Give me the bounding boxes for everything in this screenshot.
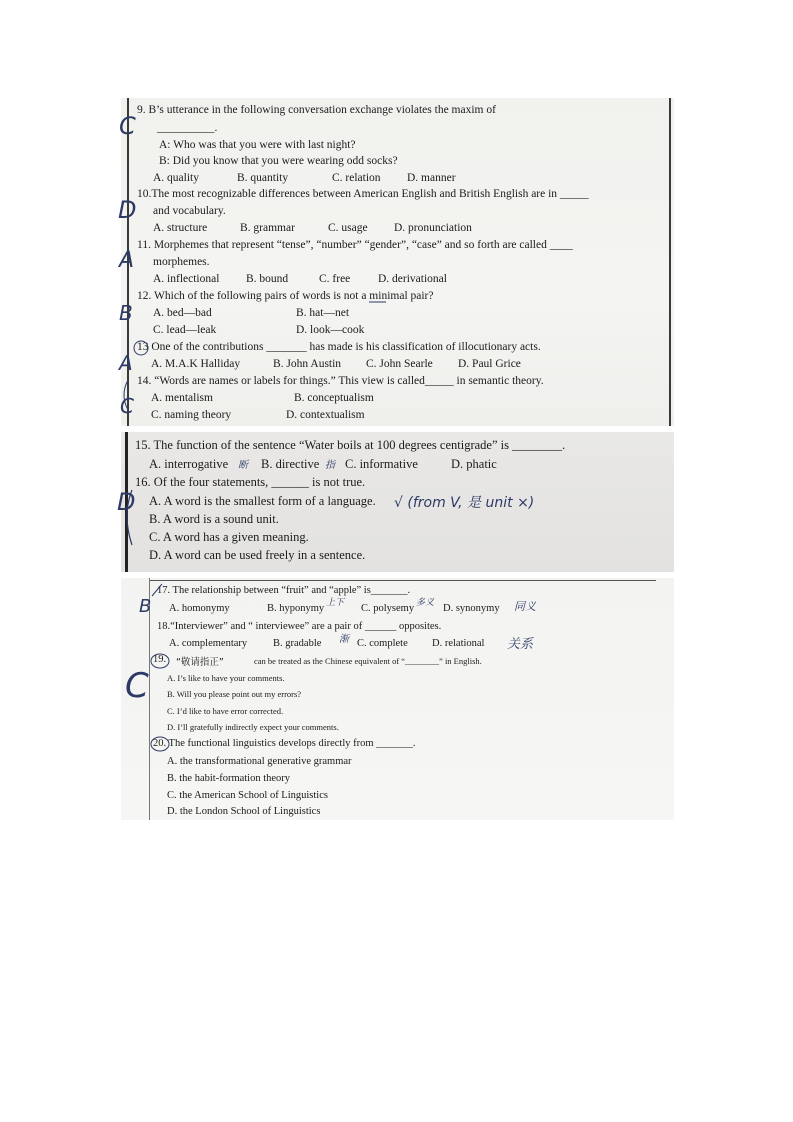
handwritten-q17-c: 多义 xyxy=(416,598,435,608)
q9-option-d: D. manner xyxy=(407,172,456,184)
q16-stem: 16. Of the four statements, ______ is not true. xyxy=(135,475,366,489)
q12-option-a: A. bed—bad xyxy=(153,307,212,319)
q20-option-d: D. the London School of Linguistics xyxy=(167,806,321,817)
q19-option-c: C. I’d like to have error corrected. xyxy=(167,706,284,716)
q12-option-c: C. lead—leak xyxy=(153,324,217,336)
q11-option-d: D. derivational xyxy=(378,273,447,285)
q10-option-c: C. usage xyxy=(328,222,368,234)
bracket-q14 xyxy=(124,380,128,410)
q15-option-d: D. phatic xyxy=(451,457,497,471)
q16-option-b: B. A word is a sound unit. xyxy=(149,512,279,526)
q19-option-d: D. I’ll gratefully indirectly expect your comments. xyxy=(167,722,339,732)
q11-option-c: C. free xyxy=(319,273,351,285)
handwritten-answer-11: A xyxy=(119,248,135,273)
q10-stem: 10.The most recognizable differences between American English and British English are in _____ xyxy=(137,188,589,200)
q20-stem: 20. The functional linguistics develops directly from _______. xyxy=(153,738,416,749)
q13-option-d: D. Paul Grice xyxy=(458,358,521,370)
q11-option-a: A. inflectional xyxy=(153,273,220,285)
q20-option-b: B. the habit-formation theory xyxy=(167,773,291,784)
q11-cont: morphemes. xyxy=(153,256,210,268)
q18-option-a: A. complementary xyxy=(169,638,248,649)
circle-q20 xyxy=(151,737,169,751)
handwritten-answer-12: B xyxy=(119,301,133,325)
handwritten-q15-b: 指 xyxy=(325,460,335,471)
q19-option-a: A. I’s like to have your comments. xyxy=(167,673,285,683)
q9-option-a: A. quality xyxy=(153,172,199,184)
q9-dialog-b: B: Did you know that you were wearing odd socks? xyxy=(159,155,398,167)
slash-q17 xyxy=(152,584,162,596)
q12-stem: 12. Which of the following pairs of words is not a minimal pair? xyxy=(137,290,434,302)
circle-q19 xyxy=(151,654,169,668)
handwritten-answer-17: B xyxy=(139,596,152,617)
q14-option-d: D. contextualism xyxy=(286,409,365,421)
q9-stem: 9. B’s utterance in the following conversation exchange violates the maxim of xyxy=(137,104,496,116)
q17-option-c: C. polysemy xyxy=(361,603,415,614)
q15-option-c: C. informative xyxy=(345,457,418,471)
q19-number: 19. xyxy=(153,654,167,665)
q11-stem: 11. Morphemes that represent “tense”, “number” “gender”, “case” and so forth are called ____ xyxy=(137,239,573,251)
q15-option-a: A. interrogative xyxy=(149,457,229,471)
q9-blank: __________. xyxy=(157,122,218,134)
handwritten-q15-a: 断 xyxy=(238,460,248,471)
q19-chinese-quote: “敬请指正” xyxy=(176,657,224,668)
q14-option-a: A. mentalism xyxy=(151,392,213,404)
q16-option-a: A. A word is the smallest form of a language. xyxy=(149,494,376,508)
handwritten-answer-16: D xyxy=(117,488,136,516)
q14-option-b: B. conceptualism xyxy=(294,392,374,404)
q11-option-b: B. bound xyxy=(246,273,289,285)
q12-option-b: B. hat—net xyxy=(296,307,350,319)
q13-stem: 13 One of the contributions _______ has made is his classification of illocutionary acts. xyxy=(137,341,541,353)
q16-option-c: C. A word has a given meaning. xyxy=(149,530,309,544)
q10-option-d: D. pronunciation xyxy=(394,222,472,234)
q18-option-d: D. relational xyxy=(432,638,485,649)
q20-option-c: C. the American School of Linguistics xyxy=(167,790,328,801)
q12-option-d: D. look—cook xyxy=(296,324,365,336)
handwritten-note-q16: √ (from V, 是 unit ×) xyxy=(394,495,535,511)
q14-stem: 14. “Words are names or labels for things.” This view is called_____ in semantic theory. xyxy=(137,375,544,387)
handwritten-answer-9: C xyxy=(119,112,136,140)
handwritten-q18-d: 关系 xyxy=(507,637,534,652)
q13-option-c: C. John Searle xyxy=(366,358,433,370)
handwritten-answer-19: C xyxy=(125,666,149,706)
circle-q13 xyxy=(134,341,148,355)
q9-option-c: C. relation xyxy=(332,172,381,184)
q18-option-b: B. gradable xyxy=(273,638,322,649)
q10-option-a: A. structure xyxy=(153,222,208,234)
q17-stem: 17. The relationship between “fruit” and “apple” is_______. xyxy=(157,585,411,596)
q10-option-b: B. grammar xyxy=(240,222,295,234)
q17-option-d: D. synonymy xyxy=(443,603,500,614)
q13-option-b: B. John Austin xyxy=(273,358,342,370)
q19-option-b: B. Will you please point out my errors? xyxy=(167,689,302,699)
handwritten-q17-d: 同义 xyxy=(514,600,536,613)
handwritten-q17-b: 上下 xyxy=(326,598,345,608)
q13-option-a: A. M.A.K Halliday xyxy=(151,358,241,370)
q17-option-a: A. homonymy xyxy=(169,603,230,614)
handwritten-answer-10: D xyxy=(118,196,137,224)
q15-option-b: B. directive xyxy=(261,457,320,471)
q17-option-b: B. hyponymy xyxy=(267,603,325,614)
handwritten-answer-13: A xyxy=(119,351,133,375)
q9-option-b: B. quantity xyxy=(237,172,289,184)
q14-option-c: C. naming theory xyxy=(151,409,232,421)
q15-stem: 15. The function of the sentence “Water boils at 100 degrees centigrade” is ________. xyxy=(135,438,566,452)
q18-option-c: C. complete xyxy=(357,638,408,649)
q18-stem: 18.“Interviewer” and “ interviewee” are a pair of ______ opposites. xyxy=(157,621,442,632)
q20-option-a: A. the transformational generative grammar xyxy=(167,756,352,767)
q9-dialog-a: A: Who was that you were with last night? xyxy=(159,139,356,151)
q16-option-d: D. A word can be used freely in a sentence. xyxy=(149,548,366,562)
q19-stem: can be treated as the Chinese equivalent of “________” in English. xyxy=(254,656,482,666)
q10-cont: and vocabulary. xyxy=(153,205,226,217)
handwritten-q18-b: 渐 xyxy=(339,634,349,645)
bracket-q16 xyxy=(127,490,132,545)
handwritten-answer-14: C xyxy=(120,394,134,418)
